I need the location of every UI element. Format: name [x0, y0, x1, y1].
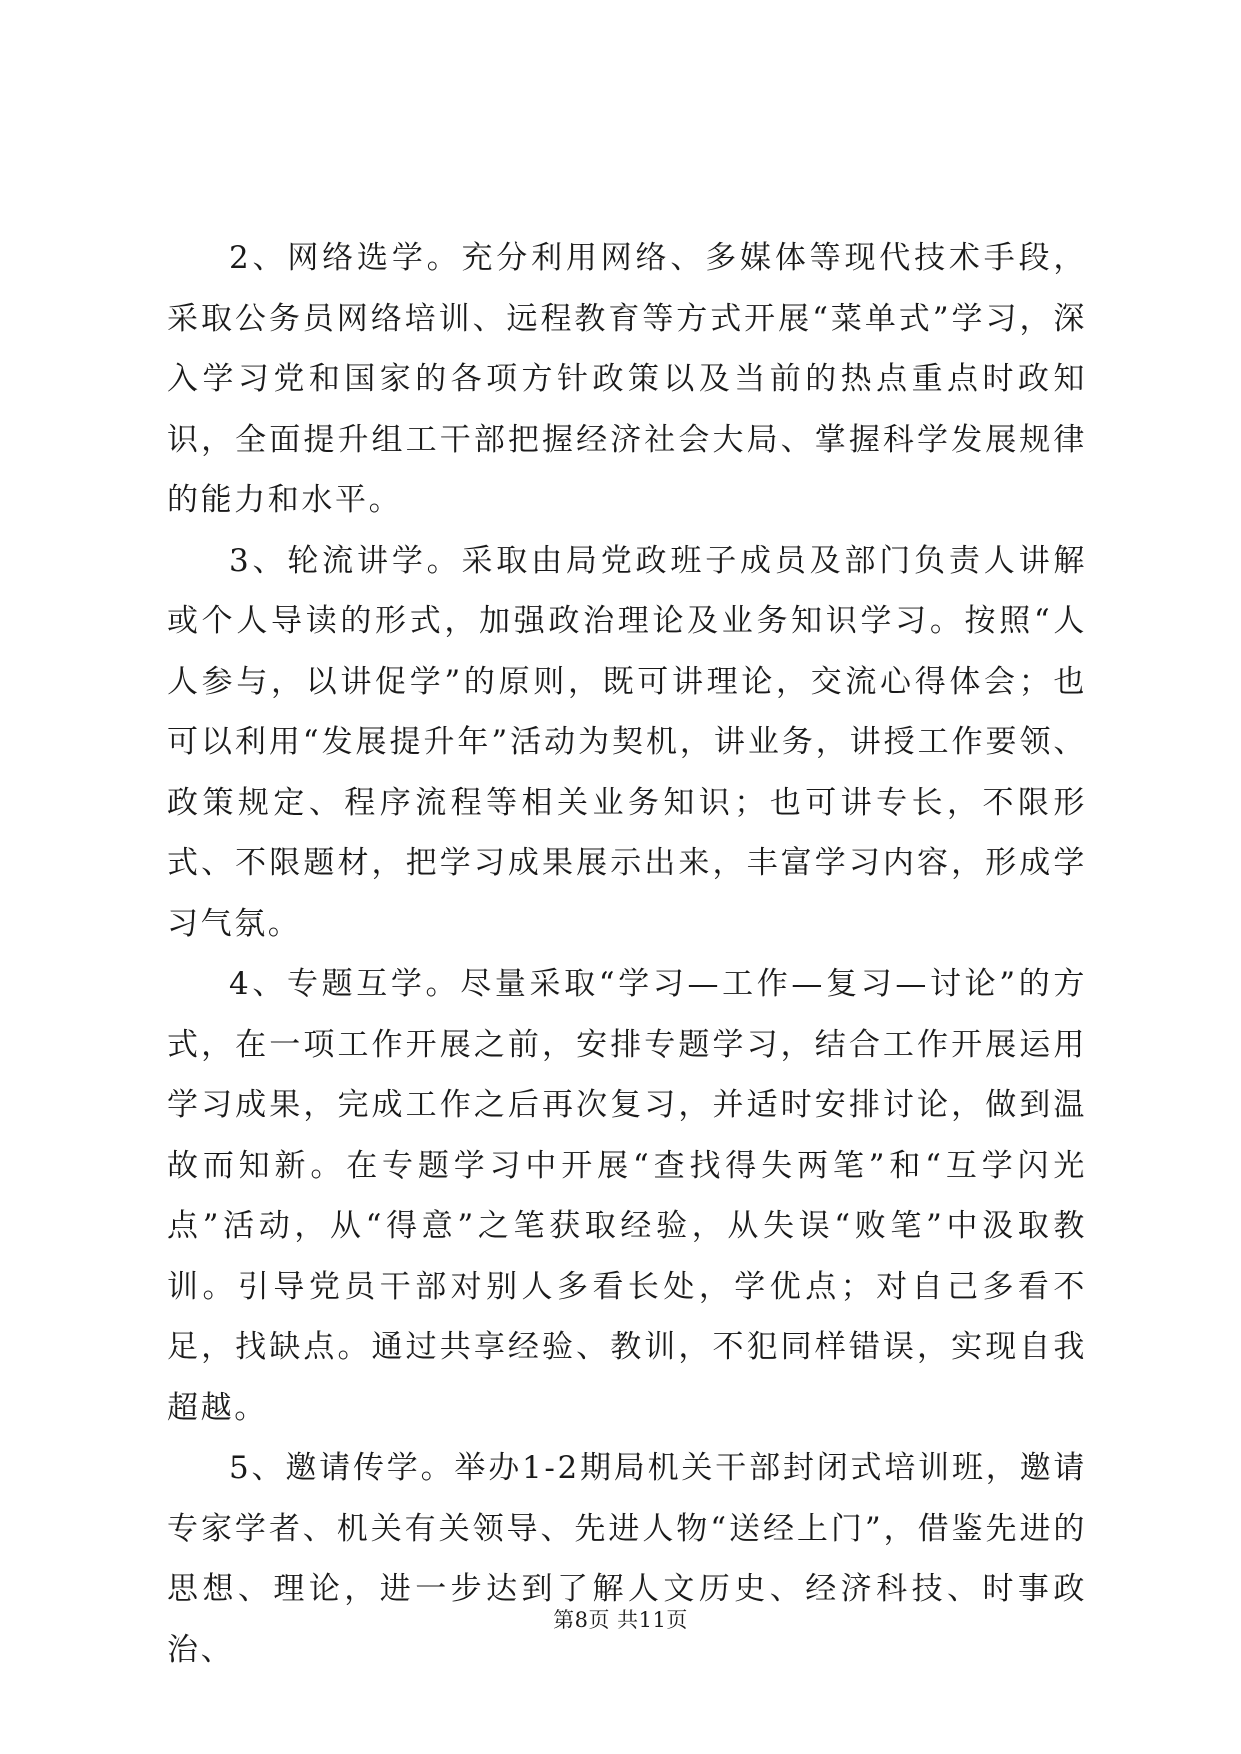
- paragraph-rotating-lectures: 3、轮流讲学。采取由局党政班子成员及部门负责人讲解或个人导读的形式，加强政治理论及业务知识学习。按照“人人参与，以讲促学”的原则，既可讲理论，交流心得体会；也可以利用“发展提升年”活动为契机，讲业务，讲授工作要领、政策规定、程序流程等相关业务知识；也可讲专长，不限形式、不限题材，把学习成果展示出来，丰富学习内容，形成学习气氛。: [167, 542, 1087, 942]
- paragraph-topic-mutual-learning: 4、专题互学。尽量采取“学习—工作—复习—讨论”的方式，在一项工作开展之前，安排专题学习，结合工作开展运用学习成果，完成工作之后再次复习，并适时安排讨论，做到温故而知新。在专题学习中开展“查找得失两笔”和“互学闪光点”活动，从“得意”之笔获取经验，从失误“败笔”中汲取教训。引导党员干部对别人多看长处，学优点；对自己多看不足，找缺点。通过共享经验、教训，不犯同样错误，实现自我超越。: [167, 966, 1087, 1426]
- document-body: [167, 228, 1087, 1680]
- page-number-footer: 第8页 共11页: [553, 1608, 688, 1632]
- paragraph-network-learning: 2、网络选学。充分利用网络、多媒体等现代技术手段，采取公务员网络培训、远程教育等方式开展“菜单式”学习，深入学习党和国家的各项方针政策以及当前的热点重点时政知识，全面提升组工干部把握经济社会大局、掌握科学发展规律的能力和水平。: [167, 240, 1087, 518]
- paragraph-invited-teaching: 5、邀请传学。举办1-2期局机关干部封闭式培训班，邀请专家学者、机关有关领导、先进人物“送经上门”，借鉴先进的思想、理论，进一步达到了解人文历史、经济科技、时事政治、: [167, 1450, 1087, 1668]
